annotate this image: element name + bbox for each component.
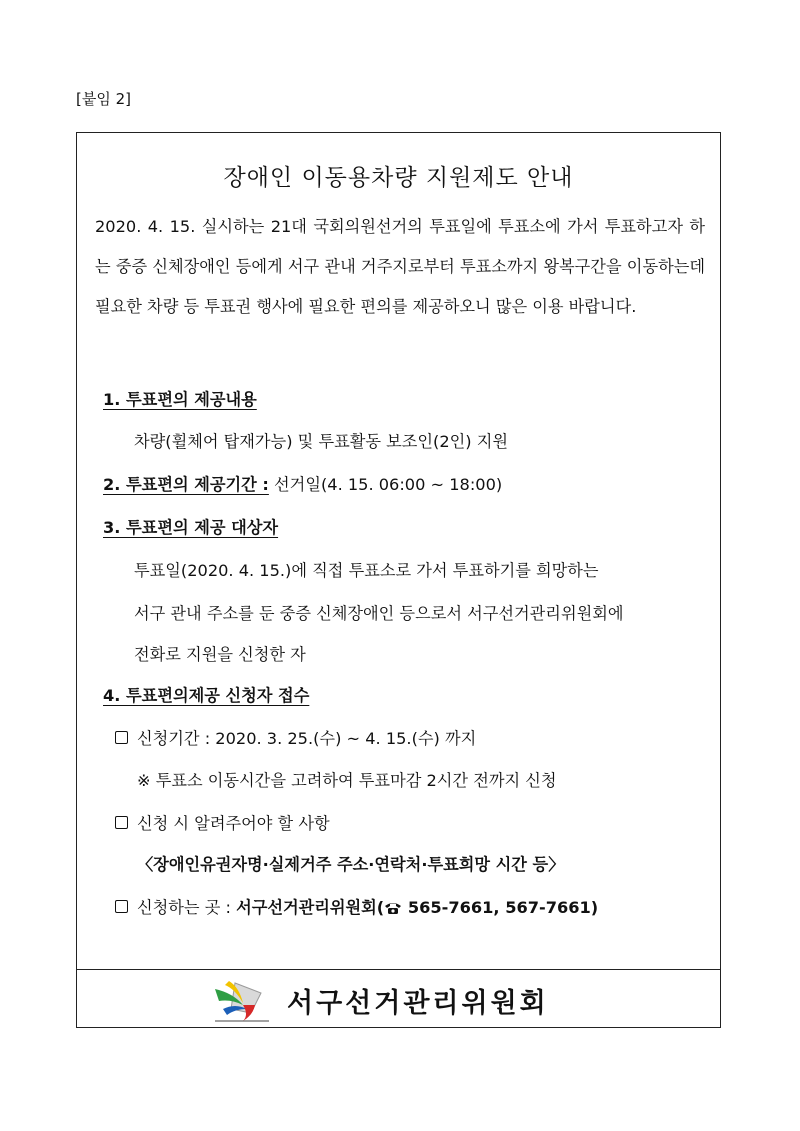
- section-1-body: 차량(휠체어 탑재가능) 및 투표활동 보조인(2인) 지원: [134, 432, 509, 451]
- section-2-heading: 2. 투표편의 제공기간 :: [103, 475, 269, 494]
- section-3-line-2: 서구 관내 주소를 둔 중증 신체장애인 등으로서 서구선거관리위원회에: [134, 604, 624, 623]
- section-4-info-detail: 〈장애인유권자명·실제거주 주소·연락처·투표희망 시간 등〉: [137, 855, 565, 874]
- section-4-item-period: [115, 725, 476, 749]
- checkbox-square-icon: [115, 816, 128, 829]
- election-commission-logo: [213, 979, 271, 1023]
- place-phones: 565-7661, 567-7661): [402, 898, 599, 917]
- attachment-label: [붙임 2]: [76, 90, 131, 108]
- section-4-item-info: [115, 810, 330, 834]
- organization-name: 서구선거관리위원회: [287, 988, 549, 1019]
- phone-icon: [384, 900, 402, 919]
- checkbox-square-icon: [115, 731, 128, 744]
- section-3-line-1: 투표일(2020. 4. 15.)에 직접 투표소로 가서 투표하기를 희망하는: [134, 561, 599, 580]
- notice-title: 장애인 이동용차량 지원제도 안내: [223, 165, 574, 191]
- section-2-row: [103, 471, 502, 495]
- section-3-line-3: 전화로 지원을 신청한 자: [134, 645, 306, 664]
- notice-box: [76, 132, 721, 1028]
- intro-paragraph: 2020. 4. 15. 실시하는 21대 국회의원선거의 투표일에 투표소에 가서 투표하고자 하는 중증 신체장애인 등에게 서구 관내 거주지로부터 투표소까지 왕복구간을 이동하는데 필요한 차량 등 투표권 행사에 필요한 편의를 제공하오니 많은 이용 바랍니다.: [95, 217, 705, 316]
- footer: [77, 969, 720, 1029]
- period-text: 신청기간 : 2020. 3. 25.(수) ~ 4. 15.(수) 까지: [137, 729, 477, 748]
- section-2-body: 선거일(4. 15. 06:00 ~ 18:00): [274, 475, 503, 494]
- place-prefix: 신청하는 곳 :: [137, 898, 237, 917]
- section-3-heading: 3. 투표편의 제공 대상자: [103, 518, 279, 537]
- place-org: 서구선거관리위원회(: [236, 898, 385, 917]
- checkbox-square-icon: [115, 900, 128, 913]
- info-text: 신청 시 알려주어야 할 사항: [137, 814, 330, 833]
- section-4-item-place: [115, 894, 598, 919]
- section-4-heading: 4. 투표편의제공 신청자 접수: [103, 686, 310, 705]
- section-4-note: ※ 투표소 이동시간을 고려하여 투표마감 2시간 전까지 신청: [137, 771, 557, 790]
- section-1-heading: 1. 투표편의 제공내용: [103, 390, 257, 409]
